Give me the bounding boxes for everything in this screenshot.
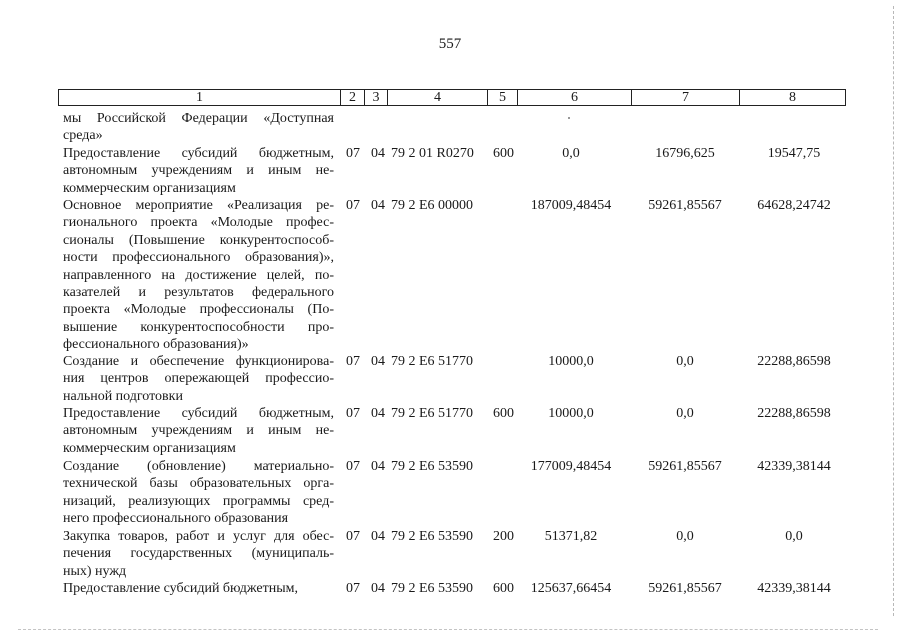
- cell-col-8: 22288,86598: [757, 406, 831, 421]
- description-line: Основное мероприятие «Реализация ре-: [63, 198, 334, 213]
- header-col-5: 5: [487, 90, 517, 105]
- cell-col-2: 07: [346, 459, 360, 474]
- page-number: 557: [438, 36, 462, 52]
- cell-col-2: 07: [346, 529, 360, 544]
- cell-col-3: 04: [371, 529, 385, 544]
- description-line: сионалы (Повышение конкурентоспособ-: [63, 232, 334, 248]
- row-description: [63, 353, 334, 405]
- cell-col-7: 0,0: [676, 354, 694, 369]
- description-line: казателей и результатов федерального: [63, 285, 334, 301]
- row-description: [63, 528, 334, 580]
- row-description: [63, 458, 334, 528]
- row-description: [63, 110, 334, 145]
- description-line: него профессионального образования: [63, 511, 289, 527]
- header-col-8: 8: [739, 90, 845, 105]
- description-line: печения государственных (муниципаль-: [63, 546, 334, 562]
- cell-col-6: 125637,66454: [530, 581, 612, 596]
- cell-col-5: 600: [493, 581, 514, 596]
- cell-col-2: 07: [346, 406, 360, 421]
- cell-col-2: 07: [346, 146, 360, 161]
- cell-col-4: 79 2 01 R0270: [391, 146, 474, 161]
- header-col-7: 7: [631, 90, 739, 105]
- description-line: мы Российской Федерации «Доступная: [63, 111, 334, 126]
- description-line: нальной подготовки: [63, 388, 183, 404]
- description-line: ния центров опережающей профессио-: [63, 371, 334, 387]
- description-line: Предоставление субсидий бюджетным,: [63, 146, 334, 161]
- description-line: Закупка товаров, работ и услуг для обес-: [63, 529, 334, 544]
- cell-col-3: 04: [371, 146, 385, 161]
- cell-col-5: 600: [493, 406, 514, 421]
- description-line: ности профессионального образования)»,: [63, 250, 334, 266]
- description-line: коммерческим организациям: [63, 180, 236, 196]
- cell-col-3: 04: [371, 406, 385, 421]
- description-line: коммерческим организациям: [63, 440, 236, 456]
- header-col-6: 6: [517, 90, 631, 105]
- cell-col-5: 200: [493, 529, 514, 544]
- row-description: [63, 580, 334, 597]
- cell-col-7: 0,0: [676, 406, 694, 421]
- cell-col-8: 0,0: [785, 529, 803, 544]
- cell-col-4: 79 2 E6 51770: [391, 406, 474, 421]
- cell-col-8: 19547,75: [767, 146, 821, 161]
- cell-col-2: 07: [346, 581, 360, 596]
- row-description: [63, 197, 334, 354]
- description-line: Предоставление субсидий бюджетным,: [63, 406, 334, 421]
- cell-col-7: 59261,85567: [648, 198, 722, 213]
- description-line: гионального проекта «Молодые профес-: [63, 215, 334, 231]
- cell-col-8: 22288,86598: [757, 354, 831, 369]
- cell-col-4: 79 2 E6 53590: [391, 581, 474, 596]
- cell-col-4: 79 2 E6 53590: [391, 529, 474, 544]
- cell-col-8: 64628,24742: [757, 198, 831, 213]
- cell-col-7: 59261,85567: [648, 459, 722, 474]
- cell-col-7: 0,0: [676, 529, 694, 544]
- page-edge-bottom: [18, 629, 878, 630]
- cell-col-8: 42339,38144: [757, 581, 831, 596]
- cell-col-6: 0,0: [562, 146, 580, 161]
- cell-col-6: 187009,48454: [530, 198, 612, 213]
- cell-col-6: 10000,0: [548, 354, 594, 369]
- description-line: технической базы образовательных орга-: [63, 476, 334, 492]
- header-col-4: 4: [387, 90, 487, 105]
- description-line: Создание (обновление) материально-: [63, 459, 334, 474]
- cell-col-4: 79 2 E6 00000: [391, 198, 474, 213]
- cell-col-3: 04: [371, 581, 385, 596]
- header-col-1: 1: [196, 90, 203, 105]
- row-description: [63, 145, 334, 197]
- cell-col-2: 07: [346, 354, 360, 369]
- description-line: Предоставление субсидий бюджетным,: [63, 581, 299, 596]
- description-line: ных) нужд: [63, 563, 127, 579]
- description-line: направленного на достижение целей, по-: [63, 267, 334, 283]
- scan-speck: [568, 117, 570, 119]
- cell-col-7: 16796,625: [655, 146, 715, 161]
- cell-col-4: 79 2 E6 51770: [391, 354, 474, 369]
- description-line: автономным учреждениям и иным не-: [63, 423, 334, 439]
- page-edge-right: [893, 6, 894, 616]
- cell-col-3: 04: [371, 198, 385, 213]
- cell-col-2: 07: [346, 198, 360, 213]
- cell-col-6: 177009,48454: [530, 459, 612, 474]
- description-line: Создание и обеспечение функционирова-: [63, 354, 334, 369]
- cell-col-4: 79 2 E6 53590: [391, 459, 474, 474]
- description-line: среда»: [63, 128, 103, 144]
- cell-col-6: 51371,82: [544, 529, 598, 544]
- row-description: [63, 405, 334, 457]
- cell-col-3: 04: [371, 459, 385, 474]
- table-header: [58, 89, 846, 106]
- description-line: низаций, реализующих программы сред-: [63, 493, 334, 509]
- cell-col-5: 600: [493, 146, 514, 161]
- cell-col-8: 42339,38144: [757, 459, 831, 474]
- cell-col-6: 10000,0: [548, 406, 594, 421]
- cell-col-7: 59261,85567: [648, 581, 722, 596]
- description-line: вышение конкурентоспособности про-: [63, 319, 334, 335]
- header-col-2: 2: [340, 90, 364, 105]
- header-col-3: 3: [364, 90, 387, 105]
- description-line: проекта «Молодые профессионалы (По-: [63, 302, 334, 318]
- cell-col-3: 04: [371, 354, 385, 369]
- description-line: фессионального образования)»: [63, 337, 249, 353]
- description-line: автономным учреждениям и иным не-: [63, 163, 334, 179]
